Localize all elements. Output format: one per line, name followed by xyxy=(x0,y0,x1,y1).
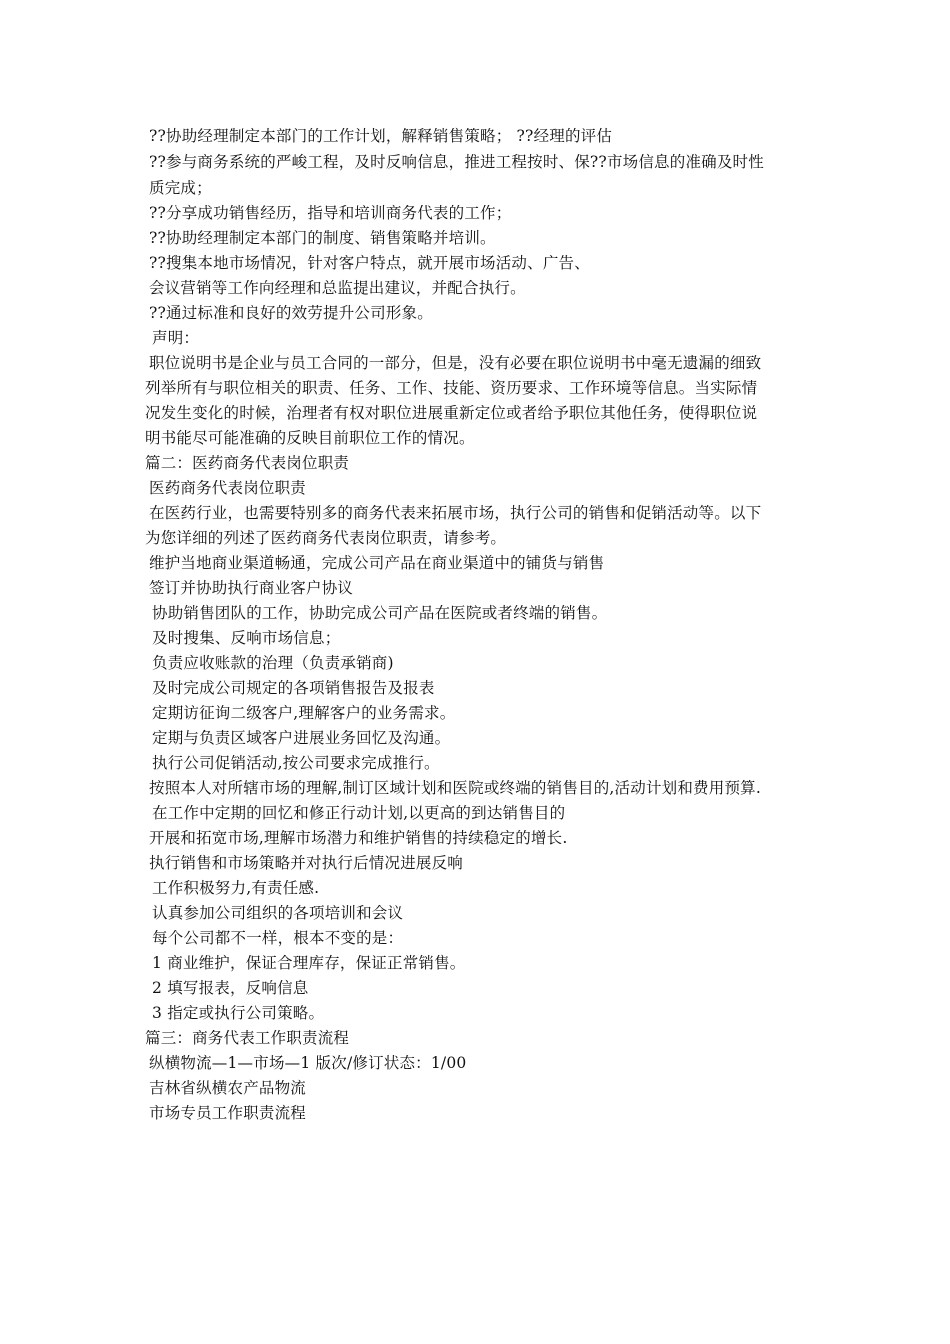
text-line: 每个公司都不一样，根本不变的是： xyxy=(152,929,404,947)
text-line: 为您详细的列述了医药商务代表岗位职责，请参考。 xyxy=(145,529,507,547)
text-line: 工作积极努力,有责任感. xyxy=(152,879,320,897)
text-line: 列举所有与职位相关的职责、任务、工作、技能、资历要求、工作环境等信息。当实际情 xyxy=(145,379,758,397)
text-line: ??通过标准和良好的效劳提升公司形象。 xyxy=(149,304,433,322)
text-line: 会议营销等工作向经理和总监提出建议，并配合执行。 xyxy=(149,279,526,297)
text-line: 纵横物流—1—市场—1 版次/修订状态：1/00 xyxy=(149,1054,467,1072)
text-line: 执行公司促销活动,按公司要求完成推行。 xyxy=(152,754,440,772)
text-line: ??搜集本地市场情况，针对客户特点，就开展市场活动、广告、 xyxy=(149,254,590,272)
text-line: 及时完成公司规定的各项销售报告及报表 xyxy=(152,679,435,697)
text-line: ??协助经理制定本部门的制度、销售策略并培训。 xyxy=(149,229,496,247)
text-line: 负责应收账款的治理（负责承销商) xyxy=(152,654,394,672)
text-line: ??协助经理制定本部门的工作计划，解释销售策略； ??经理的评估 xyxy=(149,127,613,145)
text-line: 协助销售团队的工作，协助完成公司产品在医院或者终端的销售。 xyxy=(152,604,608,622)
text-line: 及时搜集、反响市场信息； xyxy=(152,629,341,647)
text-line: 在工作中定期的回忆和修正行动计划,以更高的到达销售目的 xyxy=(152,804,566,822)
text-line: 按照本人对所辖市场的理解,制订区域计划和医院或终端的销售目的,活动计划和费用预算. xyxy=(149,779,761,797)
text-line: 执行销售和市场策略并对执行后情况进展反响 xyxy=(149,854,464,872)
text-line: 在医药行业，也需要特别多的商务代表来拓展市场，执行公司的销售和促销活动等。以下 xyxy=(149,504,762,522)
text-line: 职位说明书是企业与员工合同的一部分，但是，没有必要在职位说明书中毫无遗漏的细致 xyxy=(149,354,762,372)
text-line: 质完成； xyxy=(149,179,212,197)
section-heading: 医药商务代表岗位职责 xyxy=(149,479,307,497)
text-line: ??分享成功销售经历，指导和培训商务代表的工作； xyxy=(149,204,512,222)
text-line: 2 填写报表，反响信息 xyxy=(152,979,309,997)
text-line: 认真参加公司组织的各项培训和会议 xyxy=(152,904,404,922)
text-line: 定期访征询二级客户,理解客户的业务需求。 xyxy=(152,704,456,722)
text-line: 市场专员工作职责流程 xyxy=(149,1104,307,1122)
text-line: 3 指定或执行公司策略。 xyxy=(152,1004,325,1022)
text-line: 定期与负责区域客户进展业务回忆及沟通。 xyxy=(152,729,451,747)
text-line: 维护当地商业渠道畅通，完成公司产品在商业渠道中的铺货与销售 xyxy=(149,554,605,572)
text-line: 吉林省纵横农产品物流 xyxy=(149,1079,307,1097)
text-line: ??参与商务系统的严峻工程，及时反响信息，推进工程按时、保??市场信息的准确及时性 xyxy=(149,153,764,171)
text-line: 况发生变化的时候，治理者有权对职位进展重新定位或者给予职位其他任务，使得职位说 xyxy=(145,404,758,422)
section-heading: 声明： xyxy=(152,329,200,347)
text-line: 签订并协助执行商业客户协议 xyxy=(149,579,354,597)
text-line: 开展和拓宽市场,理解市场潜力和维护销售的持续稳定的增长. xyxy=(149,829,568,847)
chapter-heading: 篇三：商务代表工作职责流程 xyxy=(145,1029,350,1047)
text-line: 明书能尽可能准确的反映目前职位工作的情况。 xyxy=(145,429,475,447)
text-line: 1 商业维护，保证合理库存，保证正常销售。 xyxy=(152,954,466,972)
chapter-heading: 篇二：医药商务代表岗位职责 xyxy=(145,454,350,472)
